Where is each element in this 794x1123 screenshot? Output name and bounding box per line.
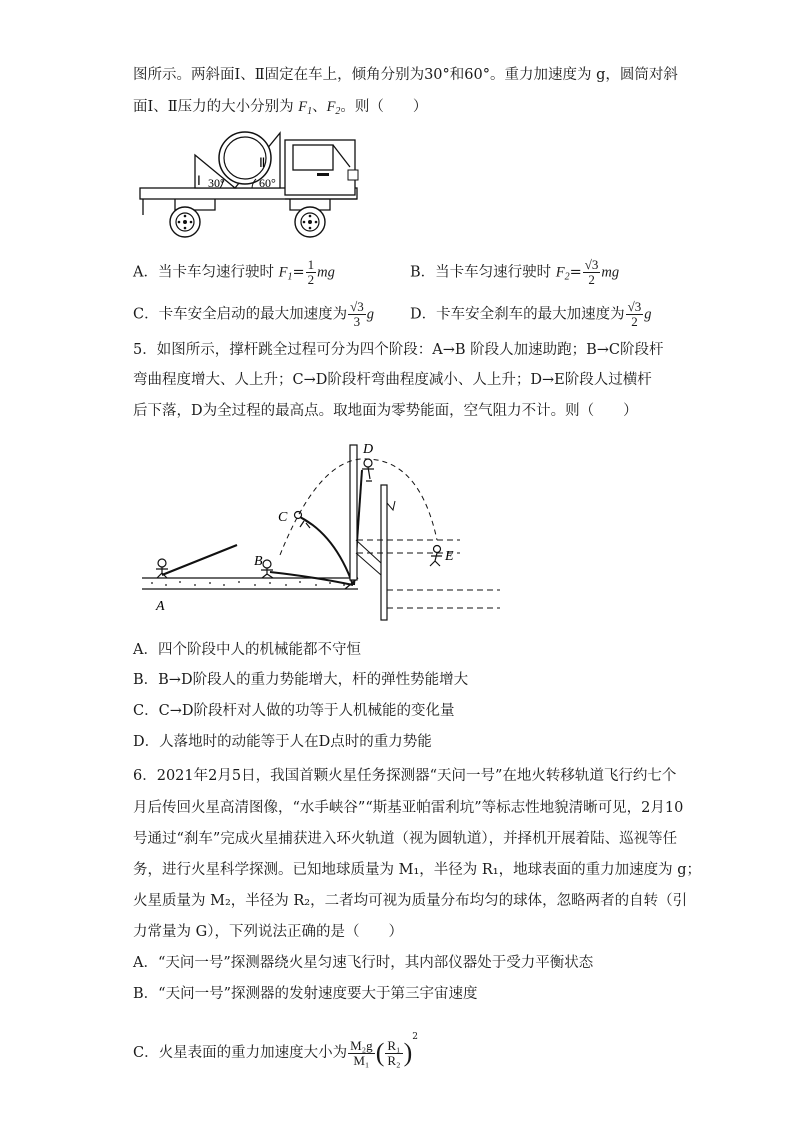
angle-60-label: 60° bbox=[259, 176, 276, 190]
label-B: B bbox=[254, 554, 263, 569]
frac-num: √3 bbox=[350, 299, 364, 314]
q4-option-b bbox=[410, 258, 619, 288]
q4-option-a-tail: mg bbox=[317, 264, 335, 281]
q5-option-c: C．C→D阶段杆对人做的功等于人机械能的变化量 bbox=[133, 703, 455, 719]
fraction bbox=[306, 258, 317, 287]
q5-option-a: A．四个阶段中人的机械能都不守恒 bbox=[133, 642, 361, 658]
var-f1: F bbox=[298, 99, 308, 115]
q4-option-b-tail: mg bbox=[601, 264, 620, 281]
q4-option-d-text: D．卡车安全刹车的最大加速度为 bbox=[410, 306, 625, 323]
frac-den: 3 bbox=[353, 314, 361, 329]
q4-option-b-var: F bbox=[555, 264, 565, 281]
label-I: Ⅰ bbox=[197, 173, 201, 188]
frac-den: R₂ bbox=[387, 1052, 401, 1068]
athlete-D bbox=[364, 459, 372, 467]
truck-figure bbox=[135, 125, 375, 245]
q6-line4: 务，进行火星科学探测。已知地球质量为 M₁，半径为 R₁，地球表面的重力加速度为 g； bbox=[133, 862, 701, 878]
fraction-mass bbox=[348, 1039, 375, 1068]
q6-line5: 火星质量为 M₂，半径为 R₂，二者均可视为质量分布均匀的球体，忽略两者的自转（引 bbox=[133, 893, 688, 909]
q6-option-a: A．“天问一号”探测器绕火星匀速飞行时，其内部仪器处于受力平衡状态 bbox=[133, 955, 594, 971]
q6-line3: 号通过“刹车”完成火星捕获进入环火轨道（视为圆轨道），并择机开展着陆、巡视等任 bbox=[133, 831, 678, 847]
label-II: Ⅱ bbox=[259, 155, 266, 170]
open-paren: ( bbox=[375, 1038, 385, 1067]
exponent: 2 bbox=[412, 1032, 418, 1042]
q4-option-d bbox=[410, 300, 652, 329]
cab-window bbox=[293, 145, 333, 170]
q4-intro-text: 面Ⅰ、Ⅱ压力的大小分别为 bbox=[133, 99, 299, 115]
frac-num: M₂g bbox=[350, 1037, 373, 1053]
q6-line1: 6．2021年2月5日，我国首颗火星任务探测器“天问一号”在地火转移轨道飞行约七个 bbox=[133, 768, 677, 784]
q4-option-d-tail: g bbox=[644, 306, 652, 323]
q4-intro-line1: 图所示。两斜面Ⅰ、Ⅱ固定在车上，倾角分别为30°和60°。重力加速度为 g，圆筒对斜 bbox=[133, 67, 678, 83]
q4-option-b-eq: = bbox=[569, 264, 582, 281]
q4-option-a bbox=[133, 258, 335, 288]
q4-option-c-text: C．卡车安全启动的最大加速度为 bbox=[133, 306, 348, 323]
q6-option-b: B．“天问一号”探测器的发射速度要大于第三宇宙速度 bbox=[133, 986, 478, 1002]
fraction bbox=[348, 300, 366, 329]
rear-wheel bbox=[170, 207, 200, 237]
label-A: A bbox=[156, 599, 165, 614]
q4-intro-line2 bbox=[133, 97, 427, 122]
pole-at-A bbox=[162, 545, 237, 575]
fraction bbox=[626, 300, 644, 329]
athlete-E bbox=[434, 546, 441, 553]
frac-num: R₁ bbox=[387, 1037, 401, 1053]
q5-line3: 后下落，D为全过程的最高点。取地面为零势能面，空气阻力不计。则（ ） bbox=[133, 403, 638, 419]
q5-line1: 5．如图所示，撑杆跳全过程可分为四个阶段：A→B 阶段人加速助跑；B→C阶段杆 bbox=[133, 342, 664, 358]
label-D: D bbox=[363, 442, 374, 457]
q4-option-a-text: A．当卡车匀速行驶时 bbox=[133, 264, 279, 281]
frac-num: √3 bbox=[627, 299, 642, 314]
q6-option-c-text: C．火星表面的重力加速度大小为 bbox=[133, 1045, 348, 1061]
q4-option-c bbox=[133, 300, 374, 329]
frac-den: M₁ bbox=[353, 1052, 370, 1068]
separator: 、 bbox=[312, 99, 327, 115]
q5-option-d: D．人落地时的动能等于人在D点时的重力势能 bbox=[133, 734, 432, 750]
q5-line2: 弯曲程度增大、人上升；C→D阶段杆弯曲程度减小、人上升；D→E阶段人过横杆 bbox=[133, 372, 652, 388]
q4-option-b-sub: 2 bbox=[564, 271, 570, 283]
label-E: E bbox=[445, 549, 454, 564]
q6-line2: 月后传回火星高清图像，“水手峡谷”“斯基亚帕雷利坑”等标志性地貌清晰可见，2月10 bbox=[133, 800, 684, 816]
q4-question-tail: 。则（ ） bbox=[340, 99, 428, 115]
q4-option-a-sub: 1 bbox=[287, 271, 293, 283]
q4-option-a-var: F bbox=[278, 264, 288, 281]
frac-den: 2 bbox=[588, 272, 595, 287]
fraction bbox=[583, 258, 601, 287]
front-wheel bbox=[295, 207, 325, 237]
fraction-radius bbox=[385, 1039, 402, 1068]
frac-num: √3 bbox=[584, 257, 599, 272]
q4-option-a-eq: = bbox=[292, 264, 305, 281]
pole-at-C bbox=[300, 517, 353, 585]
athlete-A bbox=[158, 559, 166, 567]
var-f2: F bbox=[326, 99, 336, 115]
var-f1-sub: 1 bbox=[307, 106, 313, 117]
ground-dots bbox=[151, 581, 345, 586]
frac-num: 1 bbox=[307, 257, 315, 272]
q5-option-b: B．B→D阶段人的重力势能增大，杆的弹性势能增大 bbox=[133, 672, 469, 688]
var-f2-sub: 2 bbox=[335, 106, 341, 117]
close-paren: ) bbox=[403, 1038, 413, 1067]
frac-den: 2 bbox=[307, 272, 315, 287]
q4-option-b-text: B．当卡车匀速行驶时 bbox=[410, 264, 556, 281]
q6-option-c bbox=[133, 1027, 418, 1068]
label-C: C bbox=[278, 510, 288, 525]
pole-vault-figure bbox=[140, 435, 505, 625]
q6-line6: 力常量为 G），下列说法正确的是（ ） bbox=[133, 924, 403, 940]
upright-left bbox=[350, 445, 357, 580]
q4-option-c-tail: g bbox=[366, 306, 374, 323]
frac-den: 2 bbox=[631, 314, 638, 329]
athlete-B bbox=[263, 560, 271, 568]
angle-30-label: 30° bbox=[208, 176, 225, 190]
